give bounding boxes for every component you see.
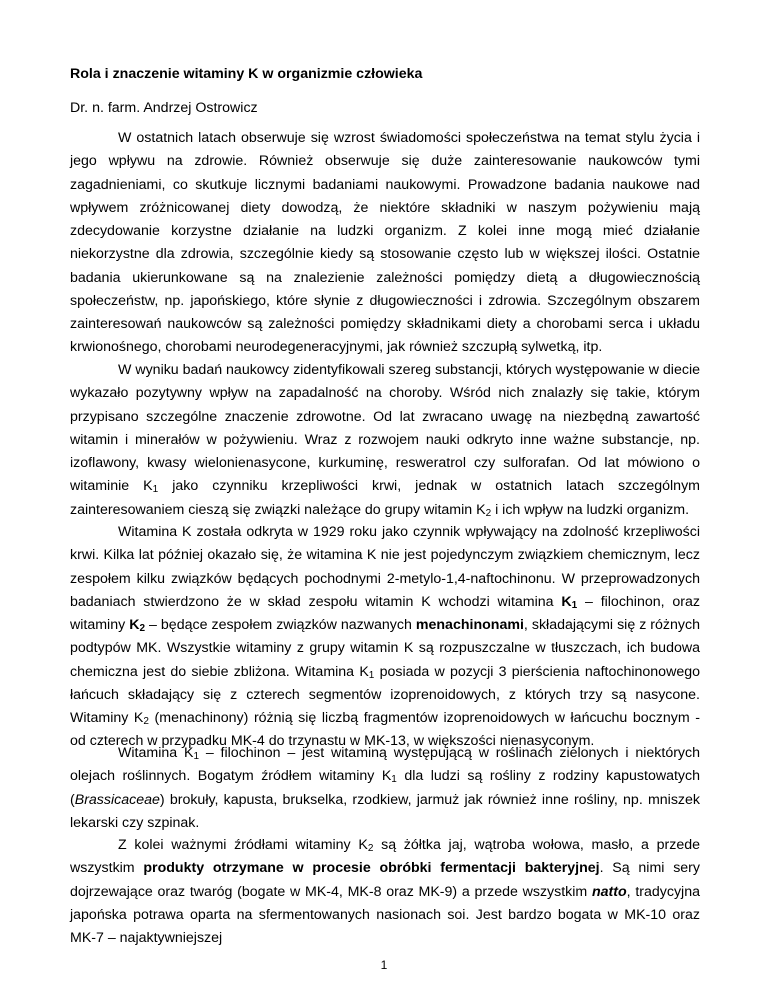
- text-segment: ) brokuły, kapusta, brukselka, rzodkiew, jarmuż jak również inne rośliny, np. mniszek lekarski czy szpinak.: [70, 791, 700, 831]
- text-segment: – filochinon – jest witaminą występującą w roślinach zielonych i niektórych olejach roślinnych. Bogatym źródłem witaminy K: [70, 745, 701, 785]
- text-segment: , składającymi się z różnych podtypów MK. Wszystkie witaminy z grupy witamin K są rozpuszczalne w tłuszczach, ich budowa chemiczna jest do siebie zbliżona. Witamina K: [70, 617, 700, 680]
- text-segment: (menachinony) różnią się liczbą fragmentów izoprenoidowych w łańcuchu bocznym - od czterech w przypadku MK-4 do trzynastu w MK-13, w większości nienasyconym.: [70, 710, 700, 750]
- author-line: Dr. n. farm. Andrzej Ostrowicz: [70, 100, 258, 116]
- bold-text: K: [561, 593, 572, 610]
- paragraph-3: [70, 521, 700, 754]
- text-segment: – filochinon, oraz witaminy: [70, 593, 700, 633]
- text-segment: . Są nimi sery dojrzewające oraz twaróg (bogate w MK-4, MK-8 oraz MK-9) a przede wszystkim: [70, 860, 700, 900]
- text-segment: dla ludzi są rośliny z rodziny kapustowatych (: [70, 768, 700, 808]
- subscript: 2: [367, 843, 374, 854]
- subscript: 1: [571, 599, 578, 611]
- text-segment: – będące zespołem związków nazwanych: [145, 617, 416, 633]
- bold-text: K: [129, 617, 140, 633]
- text-segment: Witamina K została odkryta w 1929 roku jako czynnik wpływający na zdolność krzepliwości krwi. Kilka lat później okazało się, że witamina K nie jest pojedynczym związkiem chemicznym, lecz zespołem kilku związków będących pochodnymi 2-metylo-1,4-naftochinonu. W przeprowadzonych badaniach stwierdzono że w skład zespołu witamin K wchodzi witamina: [70, 524, 700, 610]
- page-number: 1: [380, 958, 388, 972]
- paragraph-5: [70, 834, 700, 950]
- subscript: 1: [152, 484, 159, 496]
- paragraph-1: W ostatnich latach obserwuje się wzrost świadomości społeczeństwa na temat stylu życia i jego wpływu na zdrowie. Również obserwuje się duże zainteresowanie naukowców tymi zagadnieniami, co skutkuje licznymi badaniami naukowymi. Prowadzone badania naukowe nad wpływem zróżnicowanej diety dowodzą, że niektóre składniki w naszym pożywieniu mają zdecydowanie korzystne działanie na ludzki organizm. Z kolei inne mogą mieć działanie niekorzystne dla zdrowia, szczególnie kiedy są stosowanie często lub w większej ilości. Ostatnie badania ukierunkowane są na znalezienie zależności pomiędzy dietą a długowiecznością społeczeństw, np. japońskiego, które słynie z długowieczności i zdrowia. Szczególnym obszarem zainteresowań naukowców są zależności pomiędzy składnikami diety a chorobami serca i układu krwionośnego, chorobami neurodegeneracyjnymi, jak również szczupłą sylwetką, itp.: [70, 130, 700, 356]
- text-segment: , tradycyjna japońska potrawa oparta na sfermentowanych nasionach soi. Jest bardzo bogata w MK-10 oraz MK-7 – najaktywniejszej: [70, 883, 700, 946]
- subscript: 1: [193, 751, 199, 762]
- paragraph-4: [70, 742, 700, 835]
- bold-term: [561, 594, 577, 610]
- paragraph-2: [70, 359, 700, 522]
- italic-term: Brassicaceae: [74, 791, 160, 808]
- bold-italic-term: natto: [591, 883, 627, 900]
- bold-term: [129, 617, 145, 633]
- text-segment: są żółtka jaj, wątroba wołowa, masło, a przede wszystkim: [70, 837, 700, 877]
- subscript: 2: [143, 716, 149, 727]
- subscript: 2: [139, 623, 146, 634]
- text-segment: i ich wpływ na ludzki organizm.: [491, 501, 690, 518]
- subscript: 1: [391, 774, 397, 786]
- text-segment: jako czynniku krzepliwości krwi, jednak w ostatnich latach szczególnym zainteresowaniem cieszą się związki należące do grupy witamin K: [70, 478, 700, 518]
- subscript: 1: [368, 669, 375, 681]
- text-segment: Z kolei ważnymi źródłami witaminy K: [118, 837, 368, 853]
- bold-term: produkty otrzymane w procesie obróbki fermentacji bakteryjnej: [143, 860, 600, 877]
- document-title: Rola i znaczenie witaminy K w organizmie człowieka: [70, 66, 423, 82]
- subscript: 2: [485, 507, 492, 519]
- bold-term: menachinonami: [415, 617, 524, 633]
- text-segment: W wyniku badań naukowcy zidentyfikowali szereg substancji, których występowanie w diecie wykazało pozytywny wpływ na zapadalność na choroby. Wśród nich znalazły się takie, którym przypisano szczególne znaczenie zdrowotne. Od lat zwracano uwagę na niezbędną zawartość witamin i minerałów w pożywieniu. Wraz z rozwojem nauki odkryto inne ważne substancje, np. izoflawony, kwasy wielonienasycone, kurkuminę, resweratrol czy sulforafan. Od lat mówiono o witaminie K: [70, 362, 700, 495]
- text-segment: Witamina K: [118, 745, 194, 761]
- text-segment: posiada w pozycji 3 pierścienia naftochinonowego łańcuch składający się z czterech segmentów izoprenoidowych, z których trzy są nasycone. Witaminy K: [70, 663, 700, 726]
